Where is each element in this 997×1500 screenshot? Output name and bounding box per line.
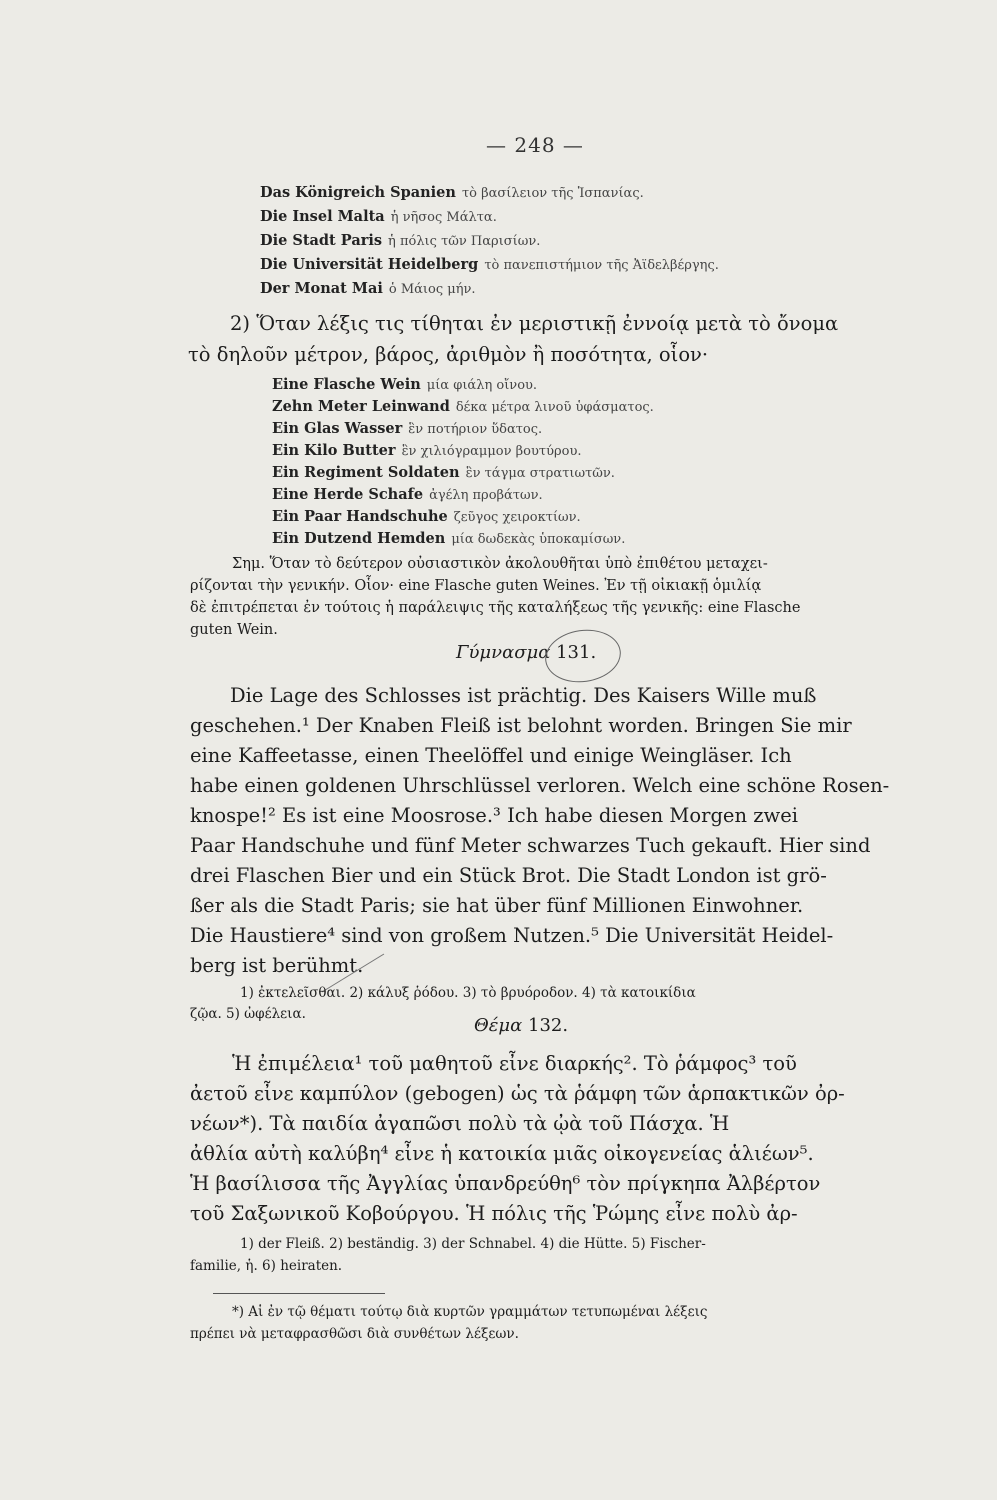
example-line: Zehn Meter Leinwand δέκα μέτρα λινοῦ ὑφάσματος. bbox=[272, 398, 654, 415]
example-line: Ein Regiment Soldaten ἓν τάγμα στρατιωτῶν. bbox=[272, 464, 615, 481]
footnote-line: 1) der Fleiß. 2) beständig. 3) der Schnabel. 4) die Hütte. 5) Fischer- bbox=[240, 1236, 706, 1252]
rule-text: τὸ δηλοῦν μέτρον, βάρος, ἀριθμὸν ἢ ποσότητα, οἷον· bbox=[188, 343, 709, 366]
exercise-heading: Θέμα 132. bbox=[474, 1015, 569, 1036]
footnote-line: familie, ἡ. 6) heiraten. bbox=[190, 1258, 343, 1274]
exercise-line: ἀετοῦ εἶνε καμπύλον (gebogen) ὡς τὰ ῥάμφη τῶν ἁρπακτικῶν ὀρ- bbox=[190, 1082, 845, 1105]
note-text: ρίζονται τὴν γενικήν. Οἷον· eine Flasche guten Weines. Ἐν τῇ οἰκιακῇ ὁμιλίᾳ bbox=[190, 578, 762, 594]
example-line: Die Stadt Paris ἡ πόλις τῶν Παρισίων. bbox=[260, 232, 541, 249]
example-line: Das Königreich Spanien τὸ βασίλειον τῆς Ἱσπανίας. bbox=[260, 184, 644, 201]
example-line: Ein Glas Wasser ἓν ποτήριον ὕδατος. bbox=[272, 420, 543, 437]
example-line: Der Monat Mai ὁ Μάιος μήν. bbox=[260, 280, 476, 297]
example-line: Ein Paar Handschuhe ζεῦγος χειροκτίων. bbox=[272, 508, 581, 525]
footnote-line: 1) ἐκτελεῖσθαι. 2) κάλυξ ῥόδου. 3) τὸ βρυόροδον. 4) τὰ κατοικίδια bbox=[240, 985, 696, 1001]
exercise-line: drei Flaschen Bier und ein Stück Brot. Die Stadt London ist grö- bbox=[190, 864, 827, 887]
exercise-heading: Γύμνασμα 131. bbox=[456, 642, 597, 663]
example-line: Eine Herde Schafe ἀγέλη προβάτων. bbox=[272, 486, 543, 503]
exercise-line: Die Lage des Schlosses ist prächtig. Des Kaisers Wille muß bbox=[230, 684, 817, 707]
note-text: δὲ ἐπιτρέπεται ἐν τούτοις ἡ παράλειψις τῆς καταλήξεως τῆς γενικῆς: eine Flasche bbox=[190, 600, 801, 616]
exercise-line: berg ist berühmt. bbox=[190, 954, 364, 977]
example-line: Ein Dutzend Hemden μία δωδεκὰς ὑποκαμίσων. bbox=[272, 530, 626, 547]
example-line: Ein Kilo Butter ἓν χιλιόγραμμον βουτύρου. bbox=[272, 442, 582, 459]
exercise-line: eine Kaffeetasse, einen Theelöffel und einige Weingläser. Ich bbox=[190, 744, 792, 767]
exercise-line: νέων*). Τὰ παιδία ἀγαπῶσι πολὺ τὰ ᾠὰ τοῦ Πάσχα. Ἡ bbox=[190, 1112, 730, 1135]
example-line: Die Insel Malta ἡ νῆσος Μάλτα. bbox=[260, 208, 497, 225]
exercise-line: habe einen goldenen Uhrschlüssel verloren. Welch eine schöne Rosen- bbox=[190, 774, 890, 797]
footnote-divider bbox=[213, 1293, 385, 1294]
pencil-circle-mark bbox=[542, 625, 624, 687]
bottom-note: πρέπει νὰ μεταφρασθῶσι διὰ συνθέτων λέξεων. bbox=[190, 1326, 519, 1342]
bottom-note: *) Αἱ ἐν τῷ θέματι τούτῳ διὰ κυρτῶν γραμμάτων τετυπωμέναι λέξεις bbox=[232, 1304, 708, 1320]
example-line: Die Universität Heidelberg τὸ πανεπιστήμιον τῆς Ἀϊδελβέργης. bbox=[260, 256, 719, 273]
exercise-line: τοῦ Σαξωνικοῦ Κοβούργου. Ἡ πόλις τῆς Ῥώμης εἶνε πολὺ ἀρ- bbox=[190, 1202, 798, 1225]
note-text: Σημ. Ὅταν τὸ δεύτερον οὐσιαστικὸν ἀκολουθῆται ὑπὸ ἐπιθέτου μεταχει- bbox=[232, 556, 768, 572]
exercise-line: Ἡ ἐπιμέλεια¹ τοῦ μαθητοῦ εἶνε διαρκής². Τὸ ῥάμφος³ τοῦ bbox=[232, 1052, 797, 1075]
page-number: — 248 — bbox=[486, 133, 584, 157]
exercise-line: ἀθλία αὐτὴ καλύβη⁴ εἶνε ἡ κατοικία μιᾶς οἰκογενείας ἁλιέων⁵. bbox=[190, 1142, 814, 1165]
exercise-line: ßer als die Stadt Paris; sie hat über fünf Millionen Einwohner. bbox=[190, 894, 804, 917]
exercise-line: Ἡ βασίλισσα τῆς Ἀγγλίας ὑπανδρεύθη⁶ τὸν πρίγκηπα Ἀλβέρτον bbox=[190, 1172, 821, 1195]
note-text: guten Wein. bbox=[190, 622, 278, 638]
footnote-line: ζῷα. 5) ὠφέλεια. bbox=[190, 1006, 306, 1022]
rule-text: 2) Ὅταν λέξις τις τίθηται ἐν μεριστικῇ ἐννοίᾳ μετὰ τὸ ὄνομα bbox=[230, 312, 839, 335]
exercise-line: Die Haustiere⁴ sind von großem Nutzen.⁵ Die Universität Heidel- bbox=[190, 924, 834, 947]
exercise-line: Paar Handschuhe und fünf Meter schwarzes Tuch gekauft. Hier sind bbox=[190, 834, 871, 857]
example-line: Eine Flasche Wein μία φιάλη οἴνου. bbox=[272, 376, 538, 393]
exercise-line: knospe!² Es ist eine Moosrose.³ Ich habe diesen Morgen zwei bbox=[190, 804, 798, 827]
exercise-line: geschehen.¹ Der Knaben Fleiß ist belohnt worden. Bringen Sie mir bbox=[190, 714, 852, 737]
